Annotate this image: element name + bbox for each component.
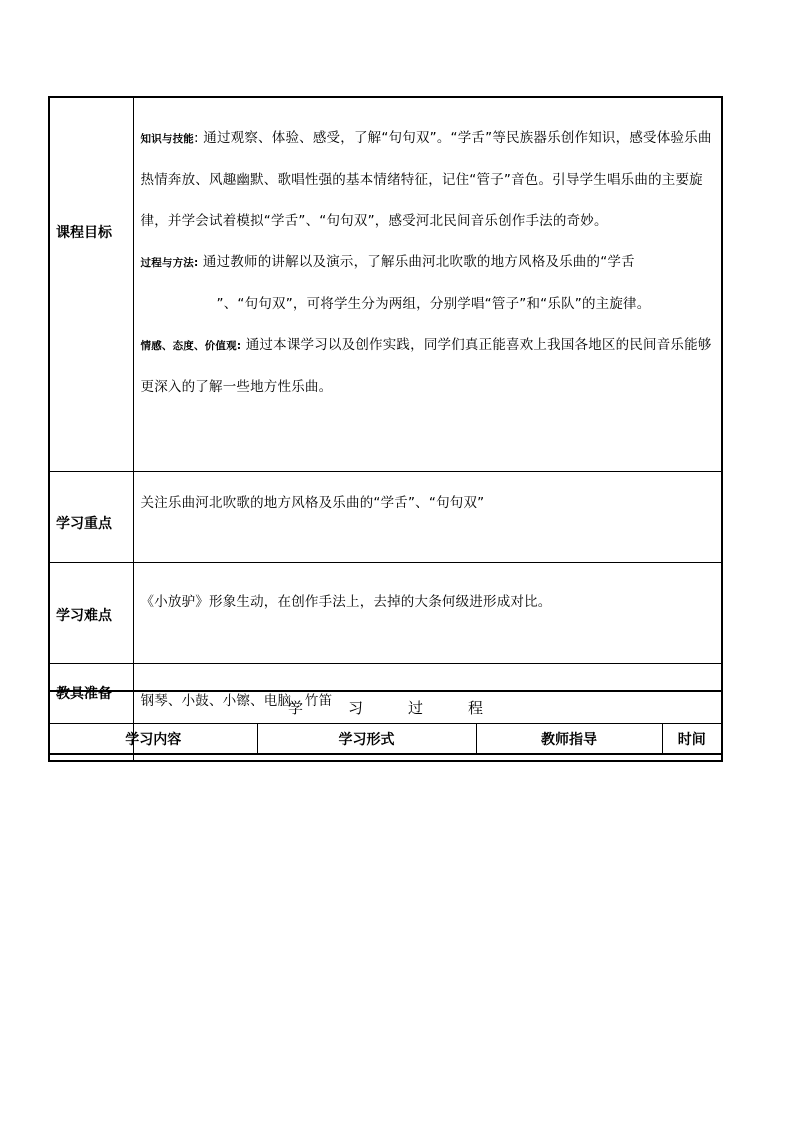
knowledge-text: 通过观察、体验、感受，了解“句句双”。“学舌”等民族器乐创作知识，感受体验乐曲热情奔放、风趣幽默、歌唱性强的基本情绪特征，记住“管子”音色。引导学生唱乐曲的主要旋律，并学会试着模拟“学舌”、“句句双”，感受河北民间音乐创作手法的奇妙。 <box>140 130 712 229</box>
header-time: 时间 <box>662 724 722 755</box>
difficulty-content <box>133 563 722 664</box>
row-focus <box>49 472 722 563</box>
difficulty-text: 《小放驴》形象生动，在创作手法上，去掉的大条何级进形成对比。 <box>140 594 552 610</box>
process-label: 过程与方法 <box>140 257 194 269</box>
tools-label: 教具准备 <box>56 686 112 702</box>
focus-label-cell <box>49 472 133 563</box>
emotion-paragraph: 情感、态度、价值观: 通过本课学习以及创作实践，同学们真正能喜欢上我国各地区的民间音乐能够更深入的了解一些地方性乐曲。 <box>140 337 712 395</box>
objectives-table <box>48 96 723 762</box>
objectives-content <box>133 97 722 472</box>
objectives-label-cell <box>49 97 133 472</box>
difficulty-label-cell <box>49 563 133 664</box>
header-content: 学习内容 <box>49 724 257 755</box>
header-guidance: 教师指导 <box>476 724 662 755</box>
focus-text: 关注乐曲河北吹歌的地方风格及乐曲的“学舌”、“句句双” <box>140 495 485 511</box>
process-table <box>48 690 723 755</box>
tools-text: 钢琴、小鼓、小镲、电脑、竹笛 <box>140 693 333 709</box>
emotion-label: 情感、态度、价值观 <box>140 340 237 352</box>
difficulty-label: 学习难点 <box>56 608 112 624</box>
emotion-text: 通过本课学习以及创作实践，同学们真正能喜欢上我国各地区的民间音乐能够更深入的了解一些地方性乐曲。 <box>140 337 712 395</box>
process-paragraph: 过程与方法: 通过教师的讲解以及演示，了解乐曲河北吹歌的地方风格及乐曲的“学舌 <box>140 254 635 270</box>
row-difficulty <box>49 563 722 664</box>
objectives-label: 课程目标 <box>56 225 112 241</box>
process-title-row <box>49 691 722 724</box>
knowledge-paragraph: 知识与技能: 通过观察、体验、感受，了解“句句双”。“学舌”等民族器乐创作知识，感受体验乐曲热情奔放、风趣幽默、歌唱性强的基本情绪特征，记住“管子”音色。引导学生唱乐曲的主要旋律，并学会试着模拟“学舌”、“句句双”，感受河北民间音乐创作手法的奇妙。 <box>140 130 712 229</box>
process-text-2: ”、“句句双”，可将学生分为两组，分别学唱“管子”和“乐队”的主旋律。 <box>216 296 651 312</box>
process-paragraph-continued <box>141 284 716 325</box>
process-text-1: 通过教师的讲解以及演示，了解乐曲河北吹歌的地方风格及乐曲的“学舌 <box>202 254 635 270</box>
process-title: 学习过程 <box>49 691 722 724</box>
focus-label: 学习重点 <box>56 516 112 532</box>
row-objectives <box>49 97 722 472</box>
header-form: 学习形式 <box>257 724 476 755</box>
knowledge-label: 知识与技能 <box>140 133 194 145</box>
focus-content <box>133 472 722 563</box>
process-header-row <box>49 724 722 755</box>
